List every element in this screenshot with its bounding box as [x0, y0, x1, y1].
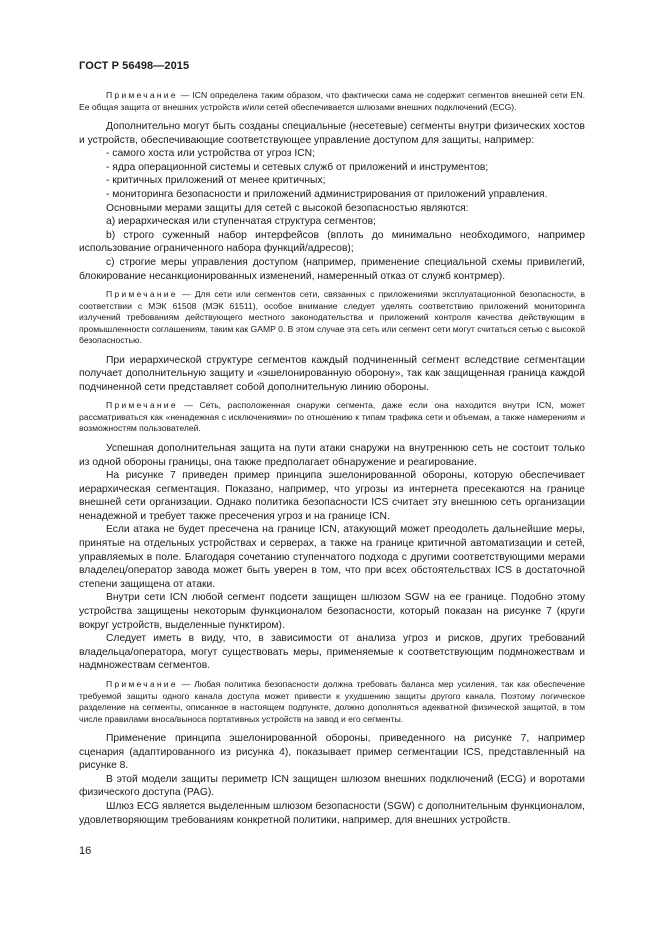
document-header: ГОСТ Р 56498—2015	[79, 60, 190, 72]
note-label: Примечание	[106, 400, 178, 411]
body-paragraph: Применение принципа эшелонированной обороны, приведенного на рисунке 7, например сценария (адаптированного из рисунка 4), показывает пример сегментации ICS, представленный на рисунке 8.	[79, 733, 585, 772]
body-paragraph: Основными мерами защиты для сетей с высокой безопасностью являются:	[106, 202, 469, 214]
note-paragraph	[79, 289, 585, 347]
body-paragraph: В этой модели защиты периметр ICN защищен шлюзом внешних подключений (ECG) и воротами физического доступа (PAG).	[79, 773, 585, 799]
list-item: - критичных приложений от менее критичных;	[106, 175, 326, 187]
note-paragraph	[79, 400, 585, 435]
note-dash: —	[181, 289, 191, 300]
note-text: Для сети или сегментов сети, связанных с приложениями эксплуатационной безопасности, в соответствии с МЭК 61508 (МЭК 61511), особое внимание следует уделять соответствию приложений мониторинга излучений требованиям действующего местного законодательства и приложений контроля качества действующим в промышленности соглашениям, таким как GAMP 0. В этом случае эта сеть или сегмент сети могут считаться сетью с высокой безопасностью.	[79, 289, 586, 346]
note-paragraph	[79, 679, 585, 725]
body-paragraph: Успешная дополнительная защита на пути атаки снаружи на внутреннюю сеть не состоит только из одной обороны границы, она также предполагает обнаружение и реагирование.	[79, 442, 585, 468]
note-text: Любая политика безопасности должна требовать баланса мер усиления, так как обеспечение требуемой защиты одного канала доступа может привести к ухудшению защиты другого канала. Поэтому логическое разделение на сегменты, описанное в настоящем подпункте, должно дополняться адекватной физической защитой, в том числе правилами вноса/выноса портативных устройств на завод и его сегменты.	[79, 679, 586, 724]
note-label: Примечание	[106, 90, 178, 100]
list-item: - ядра операционной системы и сетевых служб от приложений и инструментов;	[106, 161, 489, 173]
note-dash: —	[181, 679, 191, 689]
enumerated-item: a) иерархическая или ступенчатая структура сегментов;	[106, 216, 376, 228]
body-paragraph: Внутри сети ICN любой сегмент подсети защищен шлюзом SGW на ее границе. Подобно этому устройства защищены некоторым функционалом безопасности, который показан на рисунке 7 (круги вокруг устройств, выделенные пунктиром).	[79, 592, 585, 631]
enumerated-item: c) строгие меры управления доступом (например, применение специальной схемы привилегий, блокирование несанкционированных изменений, намеренный отказ от служб контрмер).	[79, 256, 585, 282]
body-paragraph: При иерархической структуре сегментов каждый подчиненный сегмент вследствие сегментации получает дополнительную защиту и «эшелонированную оборону», так как защищенная граница каждой подчиненной сети представляет собой дополнительную линию обороны.	[79, 354, 585, 393]
note-dash: —	[184, 400, 193, 411]
note-text: Сеть, расположенная снаружи сегмента, даже если она находится внутри ICN, может рассматриваться как «ненадежная с исключениями» по отношению к типам трафика сети и объемам, а также намерениям и возможностям пользователей.	[79, 400, 586, 434]
body-paragraph: На рисунке 7 приведен пример принципа эшелонированной обороны, которую обеспечивает иерархическая сегментация. Показано, например, что угрозы из интернета пресекаются на границе внешней сети организации. Однако политика безопасности ICS считает эту внешнюю сеть организации ненадежной и требует также пресечения угроз и на границе ICN.	[79, 470, 585, 522]
list-item: - мониторинга безопасности и приложений администрирования от приложений управления.	[106, 188, 548, 200]
document-body	[79, 90, 585, 827]
list-item: - самого хоста или устройства от угроз ICN;	[106, 148, 315, 160]
enumerated-item: b) строго суженный набор интерфейсов (вплоть до минимально необходимого, например использование ограниченного набора функций/адресов);	[79, 229, 585, 255]
body-paragraph: Если атака не будет пресечена на границе ICN, атакующий может преодолеть дальнейшие меры, принятые на отдельных устройствах и серверах, а также на границе критичной автоматизации и сетей, управляемых в поле. Благодаря сочетанию ступенчатого подхода с другими соответствующими мерами владелец/оператор завода может быть уверен в том, что при всех обстоятельствах ICS в достаточной степени защищена от атаки.	[79, 524, 585, 590]
page-number: 16	[79, 845, 92, 857]
body-paragraph: Дополнительно могут быть созданы специальные (несетевые) сегменты внутри физических хостов и устройств, обеспечивающие соответствующее управление доступом для защиты, например:	[79, 121, 585, 146]
note-text: ICN определена таким образом, что фактически сама не содержит сегментов внешней сети EN. Ее общая защита от внешних устройств и/или сетей обеспечивается шлюзами внешних подключений (ECG).	[79, 90, 586, 112]
note-label: Примечание	[106, 289, 178, 300]
note-paragraph	[79, 90, 585, 113]
body-paragraph: Следует иметь в виду, что, в зависимости от анализа угроз и рисков, других требований владельца/оператора, могут существовать меры, применяемые к соответствующим подмножествам и надмножествам сегментов.	[79, 633, 585, 672]
note-dash: —	[180, 90, 190, 100]
body-paragraph: Шлюз ECG является выделенным шлюзом безопасности (SGW) с дополнительным функционалом, удовлетворяющим требованиям конкретной политики, например, для внешних устройств.	[79, 800, 585, 826]
note-label: Примечание	[106, 679, 178, 689]
